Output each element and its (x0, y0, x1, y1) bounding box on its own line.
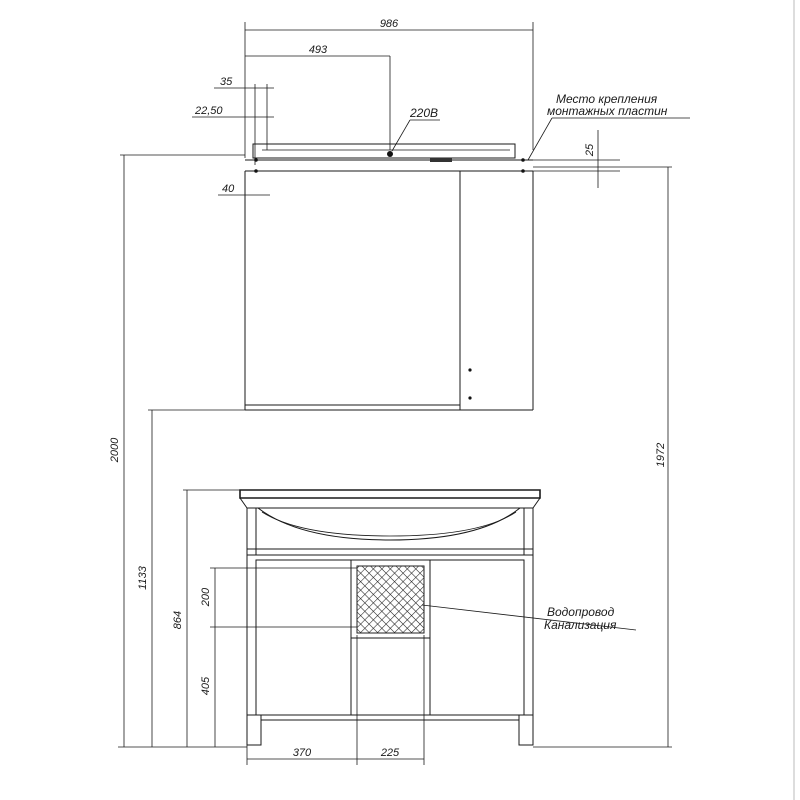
dim-25: 25 (584, 143, 596, 157)
mesh-panel (357, 566, 424, 633)
dim-1972: 1972 (655, 442, 667, 468)
dim-405: 405 (200, 676, 212, 696)
dim-864: 864 (172, 610, 184, 630)
dim-1133: 1133 (137, 566, 149, 590)
dim-225: 225 (380, 747, 400, 759)
bottom-dimensions (247, 635, 424, 765)
label-sewer: Канализация (544, 618, 617, 632)
dim-35: 35 (220, 76, 233, 88)
dim-986: 986 (379, 18, 399, 30)
plumbing-callout (422, 605, 636, 632)
dim-22-50: 22,50 (195, 105, 223, 117)
dim-40: 40 (222, 183, 235, 195)
power-point-icon (387, 151, 393, 157)
dim-2000: 2000 (109, 437, 121, 463)
mirror-cabinet (245, 144, 533, 410)
vanity-unit (240, 490, 540, 745)
label-water-supply: Водопровод (547, 605, 615, 619)
label-mount-line1: Место крепления (556, 92, 658, 106)
dim-370: 370 (292, 747, 312, 759)
right-dimensions (533, 167, 672, 747)
dim-493: 493 (308, 44, 328, 56)
left-dimensions (109, 155, 357, 747)
label-mount-line2: монтажных пластин (547, 104, 668, 118)
mount-callout (528, 92, 690, 160)
dim-200: 200 (200, 587, 212, 607)
label-220v: 220В (410, 106, 439, 120)
